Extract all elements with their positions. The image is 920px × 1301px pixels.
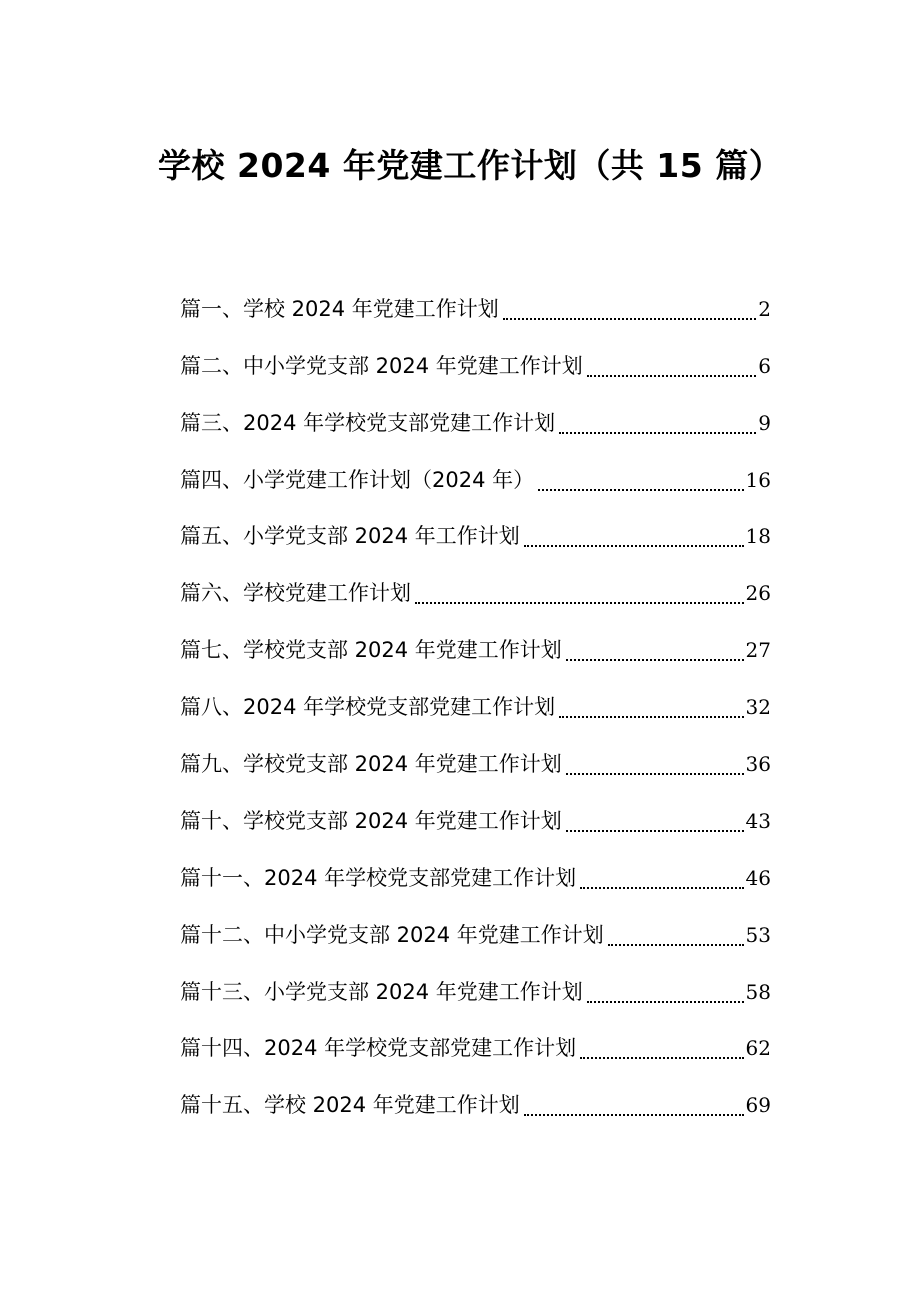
toc-entry-title: 篇七、学校党支部 2024 年党建工作计划 <box>180 638 562 663</box>
toc-page-number: 43 <box>745 808 771 833</box>
toc-dot-leader <box>415 602 744 604</box>
toc-entry-title: 篇五、小学党支部 2024 年工作计划 <box>180 524 520 549</box>
toc-page-number: 69 <box>745 1093 771 1118</box>
toc-entry[interactable] <box>180 274 771 331</box>
toc-entry-title: 篇十五、学校 2024 年党建工作计划 <box>180 1093 520 1118</box>
toc-entry-title: 篇十三、小学党支部 2024 年党建工作计划 <box>180 979 583 1004</box>
toc-entry-title: 篇二、中小学党支部 2024 年党建工作计划 <box>180 353 583 378</box>
toc-entry-title: 篇六、学校党建工作计划 <box>180 581 411 606</box>
toc-entry-title: 篇四、小学党建工作计划（2024 年） <box>180 467 535 492</box>
toc-page-number: 18 <box>745 524 771 549</box>
toc-dot-leader <box>559 432 756 434</box>
toc-entry-title: 篇十、学校党支部 2024 年党建工作计划 <box>180 808 562 833</box>
toc-dot-leader <box>587 1001 744 1003</box>
toc-dot-leader <box>524 1114 744 1116</box>
toc-dot-leader <box>580 1057 743 1059</box>
toc-entry[interactable] <box>180 331 771 388</box>
toc-entry[interactable] <box>180 615 771 672</box>
toc-dot-leader <box>580 887 743 889</box>
toc-dot-leader <box>503 318 756 320</box>
toc-page-number: 16 <box>745 467 771 492</box>
toc-dot-leader <box>524 545 744 547</box>
toc-dot-leader <box>559 716 743 718</box>
toc-entry[interactable] <box>180 957 771 1014</box>
toc-page-number: 58 <box>745 979 771 1004</box>
toc-page-number: 32 <box>745 695 771 720</box>
toc-entry[interactable] <box>180 729 771 786</box>
toc-entry[interactable] <box>180 786 771 843</box>
toc-page-number: 26 <box>745 581 771 606</box>
document-title: 学校 2024 年党建工作计划（共 15 篇） <box>158 146 783 185</box>
toc-entry[interactable] <box>180 445 771 502</box>
toc-entry-title: 篇一、学校 2024 年党建工作计划 <box>180 296 499 321</box>
toc-entry-title: 篇十二、中小学党支部 2024 年党建工作计划 <box>180 922 604 947</box>
toc-dot-leader <box>566 773 744 775</box>
toc-dot-leader <box>566 659 744 661</box>
toc-page-number: 46 <box>745 865 771 890</box>
toc-entry-title: 篇八、2024 年学校党支部党建工作计划 <box>180 695 556 720</box>
toc-dot-leader <box>587 375 756 377</box>
toc-entry-title: 篇十一、2024 年学校党支部党建工作计划 <box>180 865 577 890</box>
toc-page-number: 53 <box>745 922 771 947</box>
toc-page-number: 2 <box>758 296 771 321</box>
toc-entry[interactable] <box>180 1014 771 1071</box>
toc-entry[interactable] <box>180 900 771 957</box>
toc-entry[interactable] <box>180 1070 771 1127</box>
toc-page-number: 9 <box>758 410 771 435</box>
toc-entry-title: 篇三、2024 年学校党支部党建工作计划 <box>180 410 556 435</box>
toc-entry[interactable] <box>180 558 771 615</box>
toc-page-number: 27 <box>745 638 771 663</box>
table-of-contents <box>180 274 771 1127</box>
toc-page-number: 36 <box>745 752 771 777</box>
toc-page-number: 6 <box>758 353 771 378</box>
toc-entry[interactable] <box>180 388 771 445</box>
toc-dot-leader <box>538 489 743 491</box>
toc-entry-title: 篇九、学校党支部 2024 年党建工作计划 <box>180 752 562 777</box>
toc-dot-leader <box>608 944 744 946</box>
toc-entry[interactable] <box>180 672 771 729</box>
toc-entry-title: 篇十四、2024 年学校党支部党建工作计划 <box>180 1036 577 1061</box>
toc-page-number: 62 <box>745 1036 771 1061</box>
toc-entry[interactable] <box>180 502 771 559</box>
toc-dot-leader <box>566 830 744 832</box>
toc-entry[interactable] <box>180 843 771 900</box>
